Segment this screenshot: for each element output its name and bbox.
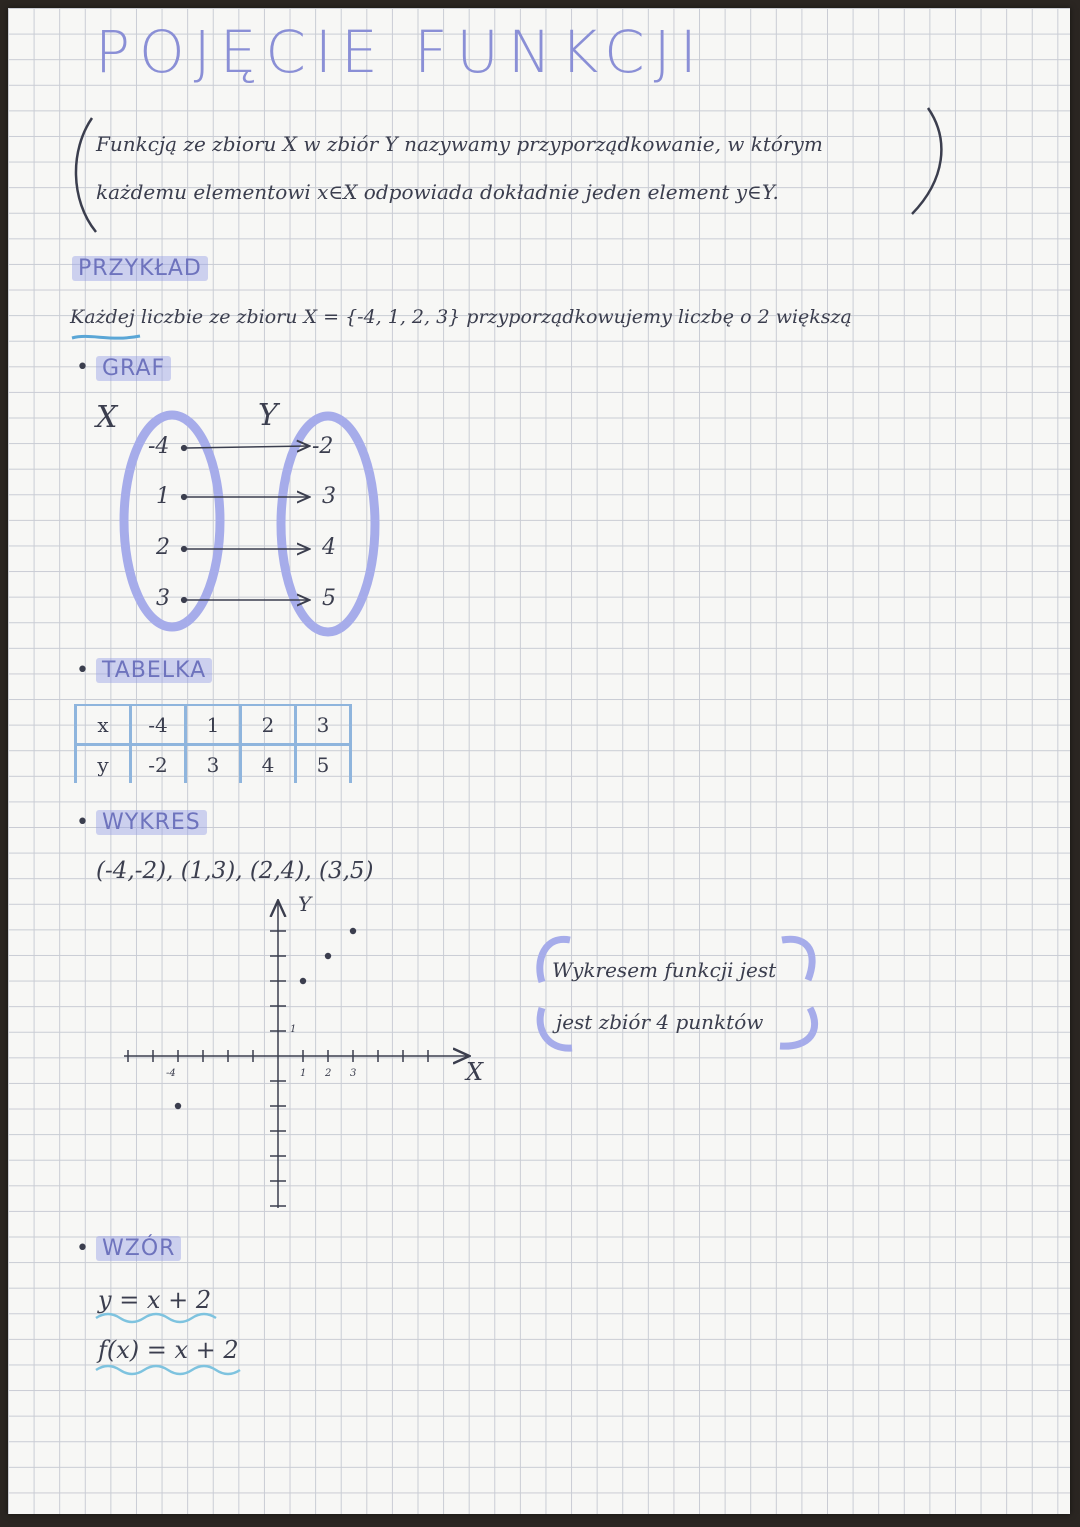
scatter-plot xyxy=(124,902,468,1208)
set-x-oval xyxy=(124,415,220,627)
data-point xyxy=(175,1103,181,1109)
table-cell: 1 xyxy=(186,705,241,745)
table-cell: 3 xyxy=(296,705,351,745)
table-cell: 4 xyxy=(241,745,296,784)
right-bracket xyxy=(912,108,941,214)
example-text: Każdej liczbie ze zbioru X = {-4, 1, 2, 3} przyporządkowujemy liczbę o 2 większą xyxy=(70,306,852,328)
formula-line-1: y = x + 2 xyxy=(98,1286,212,1314)
graf-y-value: 5 xyxy=(322,586,336,611)
points-list: (-4,-2), (1,3), (2,4), (3,5) xyxy=(96,858,374,884)
axis-x-label: X xyxy=(466,1058,484,1086)
data-point xyxy=(350,928,356,934)
table-cell: -2 xyxy=(131,745,186,784)
page-title: POJĘCIE FUNKCJI xyxy=(95,18,706,86)
formula-wave-2 xyxy=(96,1366,240,1374)
note-bracket-right xyxy=(780,939,815,1046)
graf-x-value: -4 xyxy=(148,434,170,459)
definition-line-1: Funkcją ze zbioru X w zbiór Y nazywamy przyporządkowanie, w którym xyxy=(96,132,823,156)
tabelka-heading: TABELKA xyxy=(96,658,212,683)
example-heading: PRZYKŁAD xyxy=(72,256,208,281)
graf-heading: GRAF xyxy=(96,356,171,381)
bullet: • xyxy=(76,355,89,380)
graph-note-line-2: jest zbiór 4 punktów xyxy=(556,1010,764,1034)
graf-x-value: 1 xyxy=(156,484,170,509)
bullet: • xyxy=(76,658,89,683)
tick-label: 1 xyxy=(290,1024,297,1035)
graf-y-set-label: Y xyxy=(258,398,278,433)
wzor-heading: WZÓR xyxy=(96,1236,181,1261)
axis-y-label: Y xyxy=(298,892,312,916)
graf-x-set-label: X xyxy=(96,400,118,435)
formula-wave-1 xyxy=(96,1314,216,1322)
definition-line-2: każdemu elementowi x∈X odpowiada dokładnie jeden element y∈Y. xyxy=(96,180,779,204)
graph-note-line-1: Wykresem funkcji jest xyxy=(552,958,777,982)
note-bracket-left xyxy=(540,939,572,1048)
left-bracket xyxy=(76,118,96,232)
graf-y-value: 3 xyxy=(322,484,336,509)
formula-line-2: f(x) = x + 2 xyxy=(98,1336,239,1364)
table-cell: -4 xyxy=(131,705,186,745)
table-cell: 2 xyxy=(241,705,296,745)
bullet: • xyxy=(76,810,89,835)
table-cell: 5 xyxy=(296,745,351,784)
table-cell: y xyxy=(76,745,131,784)
graf-y-value: -2 xyxy=(312,434,334,459)
bullet: • xyxy=(76,1236,89,1261)
underline-wave xyxy=(72,336,140,338)
tick-label: -4 xyxy=(166,1068,176,1079)
data-point xyxy=(325,953,331,959)
tick-label: 1 xyxy=(300,1068,307,1079)
graf-x-value: 2 xyxy=(156,535,170,560)
table-cell: x xyxy=(76,705,131,745)
table-cell: 3 xyxy=(186,745,241,784)
data-point xyxy=(300,978,306,984)
wykres-heading: WYKRES xyxy=(96,810,207,835)
graf-x-value: 3 xyxy=(156,586,170,611)
graf-y-value: 4 xyxy=(322,535,336,560)
tick-label: 3 xyxy=(350,1068,357,1079)
tick-label: 2 xyxy=(325,1068,332,1079)
